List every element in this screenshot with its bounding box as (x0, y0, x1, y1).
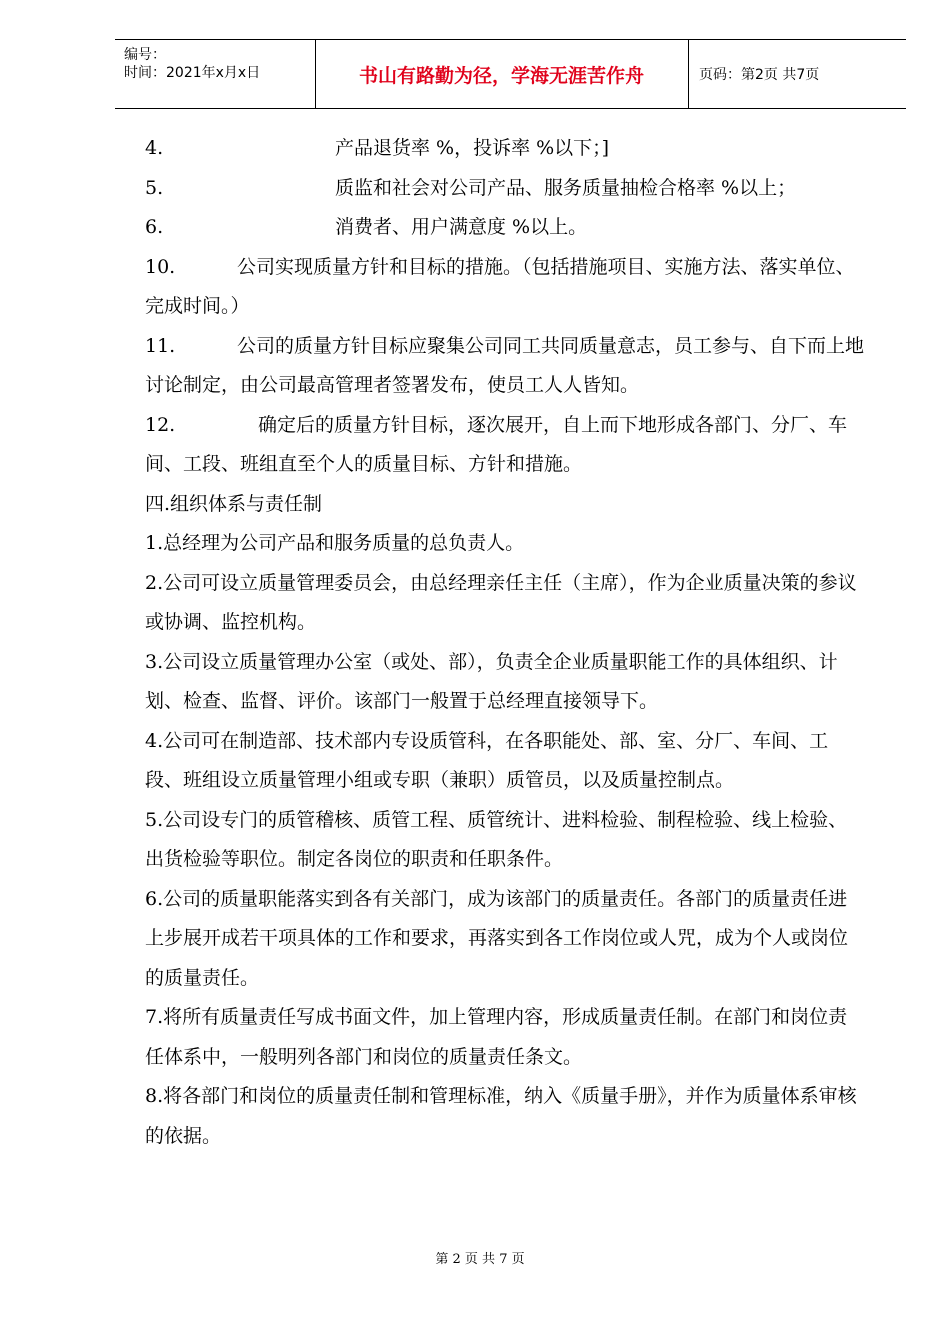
paragraph (145, 327, 865, 406)
list-item (145, 129, 865, 169)
item-number: 6. (145, 216, 164, 238)
section-item: 2.公司可设立质量管理委员会，由总经理亲任主任（主席），作为企业质量决策的参议或协调、监控机构。 (145, 571, 857, 633)
section-item: 4.公司可在制造部、技术部内专设质管科，在各职能处、部、室、分厂、车间、工段、班组设立质量管理小组或专职（兼职）质管员，以及质量控制点。 (145, 729, 829, 791)
item-number: 5. (145, 176, 164, 199)
paragraph-number: 10. (145, 255, 176, 278)
paragraph-text: 公司的质量方针目标应聚集公司同工共同质量意志，员工参与、自下而上地讨论制定，由公司最高管理者签署发布，使员工人人皆知。 (145, 334, 865, 396)
serial-label: 编号： (124, 47, 166, 63)
item-text: 产品退货率 %，投诉率 %以下；] (335, 137, 610, 159)
paragraph-number: 11. (145, 334, 176, 357)
section-item: 1.总经理为公司产品和服务质量的总负责人。 (145, 532, 525, 554)
header-motto: 书山有路勤为径，学海无涯苦作舟 (315, 40, 689, 108)
time-label: 时间：2021年x月x日 (124, 65, 261, 81)
list-item (145, 169, 865, 209)
paragraph (145, 248, 865, 327)
document-body (145, 129, 865, 1156)
list-item (145, 208, 865, 248)
paragraph-number: 12. (145, 413, 176, 436)
page-info-text: 页码：第2页 共7页 (699, 67, 820, 83)
paragraph (145, 406, 865, 485)
section-item: 7.将所有质量责任写成书面文件，加上管理内容，形成质量责任制。在部门和岗位责任体系中，一般明列各部门和岗位的质量责任条文。 (145, 1006, 848, 1068)
item-text: 消费者、用户满意度 %以上。 (335, 216, 588, 238)
item-number: 4. (145, 137, 164, 159)
section-item: 5.公司设专门的质管稽核、质管工程、质管统计、进料检验、制程检验、线上检验、出货检验等职位。制定各岗位的职责和任职条件。 (145, 808, 848, 870)
section-item: 8.将各部门和岗位的质量责任制和管理标准，纳入《质量手册》，并作为质量体系审核的依据。 (145, 1085, 857, 1147)
section-item: 6.公司的质量职能落实到各有关部门，成为该部门的质量责任。各部门的质量责任进上步展开成若干项具体的工作和要求，再落实到各工作岗位或人咒，成为个人或岗位的质量责任。 (145, 887, 849, 989)
paragraph-text: 确定后的质量方针目标，逐次展开，自上而下地形成各部门、分厂、车间、工段、班组直至个人的质量目标、方针和措施。 (145, 413, 848, 475)
header-meta (115, 40, 316, 108)
page-header (115, 39, 906, 109)
paragraph-text: 公司实现质量方针和目标的措施。（包括措施项目、实施方法、落实单位、完成时间。） (145, 255, 855, 317)
page-footer: 第 2 页 共 7 页 (435, 1252, 525, 1267)
section-title: 四.组织体系与责任制 (145, 492, 323, 515)
section-item: 3.公司设立质量管理办公室（或处、部），负责全企业质量职能工作的具体组织、计划、检查、监督、评价。该部门一般置于总经理直接领导下。 (145, 650, 838, 712)
header-page-info (689, 40, 906, 108)
item-text: 质监和社会对公司产品、服务质量抽检合格率 %以上； (335, 176, 797, 199)
